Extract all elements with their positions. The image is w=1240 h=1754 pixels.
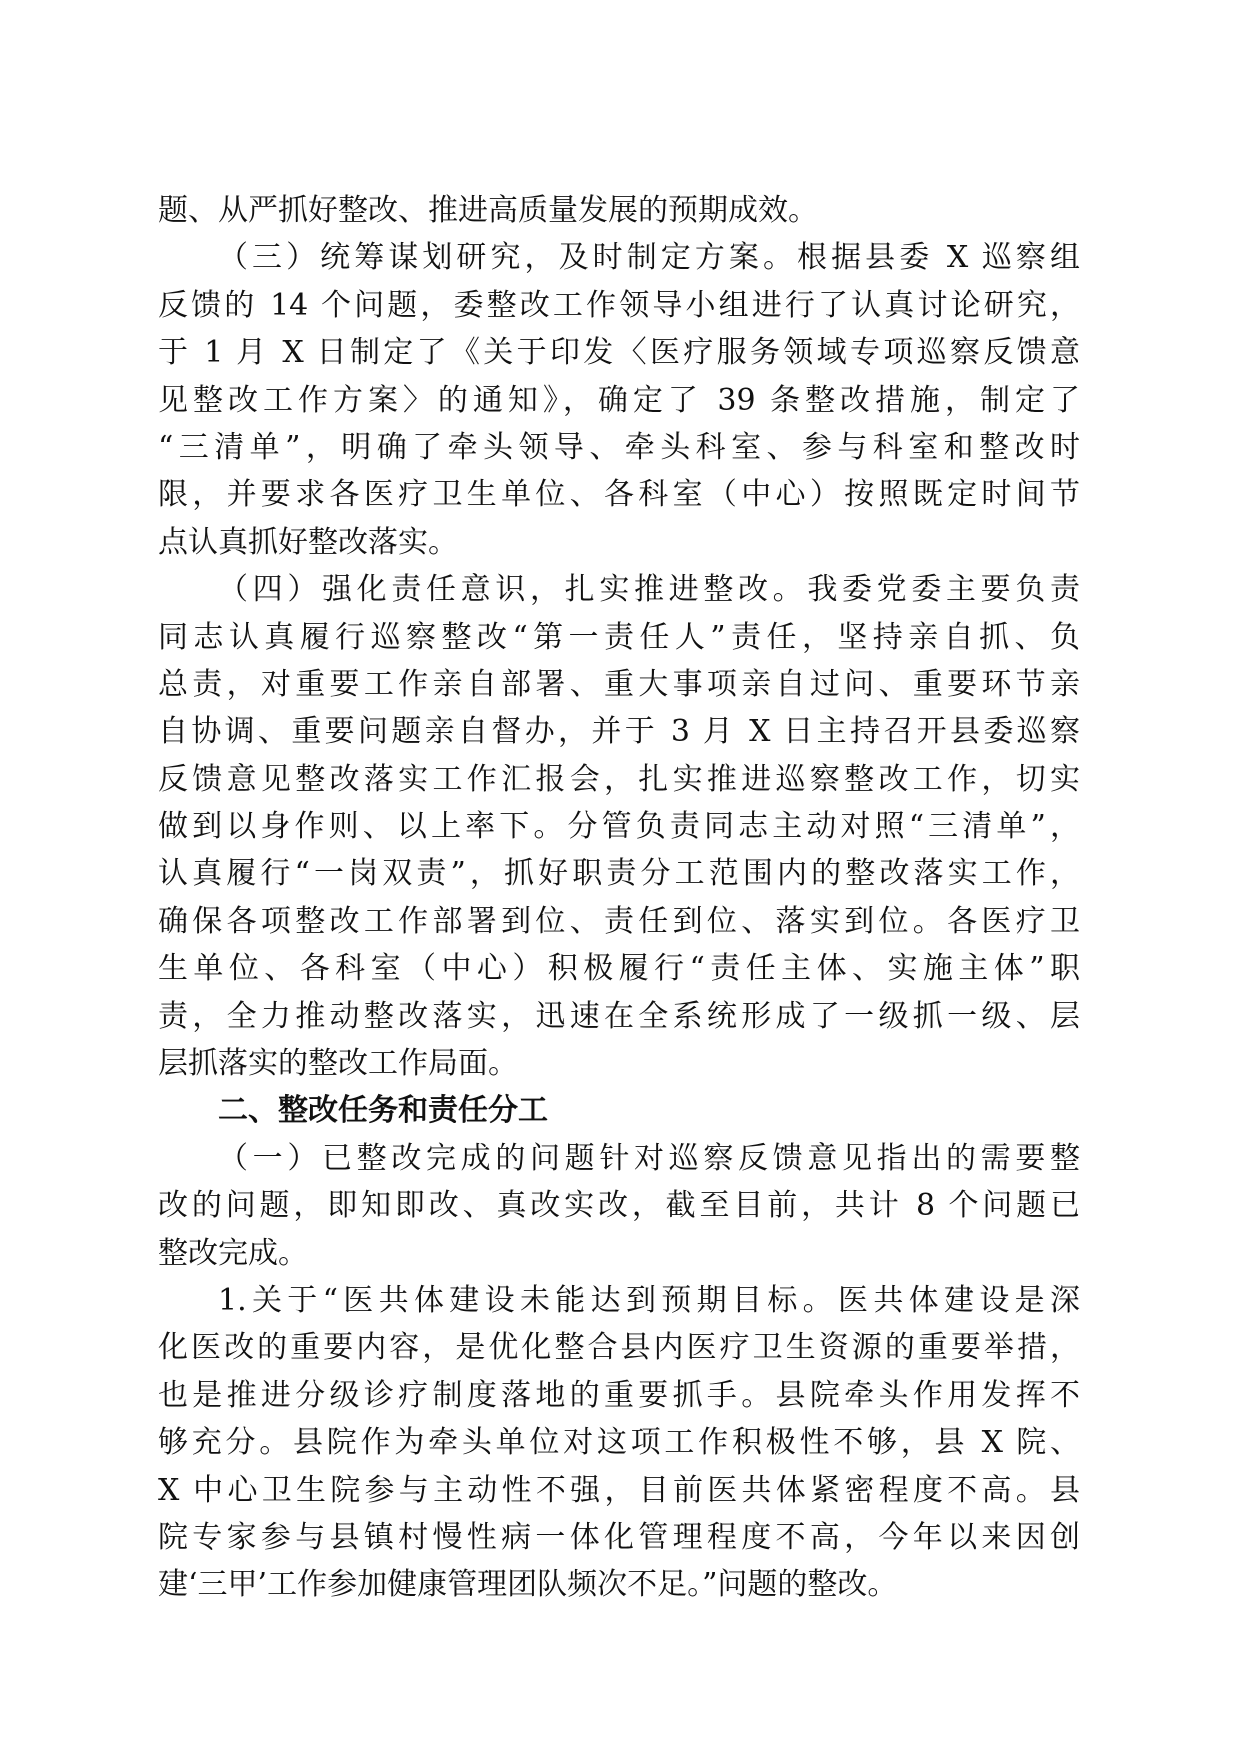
paragraph [158,566,1080,1087]
text-line: 认真履行“一岗双责”，抓好职责分工范围内的整改落实工作， [158,856,1080,892]
text-line: 总责，对重要工作亲自部署、重大事项亲自过问、重要环节亲 [158,666,1080,702]
text-line: 点认真抓好整改落实。 [158,524,458,560]
text-line: 自协调、重要问题亲自督办，并于 3 月 X 日主持召开县委巡察 [158,714,1080,750]
text-line: “三清单”，明确了牵头领导、牵头科室、参与科室和整改时 [158,429,1080,465]
text-line: （四）强化责任意识，扎实推进整改。我委党委主要负责 [218,572,1080,608]
section-heading [158,1087,1080,1134]
text-line: 生单位、各科室（中心）积极履行“责任主体、实施主体”职 [158,951,1080,987]
text-line: 也是推进分级诊疗制度落地的重要抓手。县院牵头作用发挥不 [158,1377,1080,1413]
text-line: 同志认真履行巡察整改“第一责任人”责任，坚持亲自抓、负 [158,619,1080,655]
text-line: 题、从严抓好整改、推进高质量发展的预期成效。 [158,193,818,228]
text-line: 院专家参与县镇村慢性病一体化管理程度不高，今年以来因创 [158,1519,1080,1555]
text-line: 化医改的重要内容，是优化整合县内医疗卫生资源的重要举措， [158,1330,1080,1366]
paragraph [158,187,1080,234]
text-line: 于 1 月 X 日制定了《关于印发〈医疗服务领域专项巡察反馈意 [158,335,1080,371]
text-line: 责，全力推动整改落实，迅速在全系统形成了一级抓一级、层 [158,998,1080,1034]
paragraph [158,234,1080,566]
text-line: 建‘三甲’工作参加健康管理团队频次不足。”问题的整改。 [158,1567,898,1603]
paragraph [158,1135,1080,1277]
text-line: 见整改工作方案〉的通知》，确定了 39 条整改措施，制定了 [158,382,1080,418]
paragraph [158,1277,1080,1609]
text-line: 确保各项整改工作部署到位、责任到位、落实到位。各医疗卫 [158,903,1080,939]
text-line: 反馈意见整改落实工作汇报会，扎实推进巡察整改工作，切实 [158,761,1080,797]
text-line: 反馈的 14 个问题，委整改工作领导小组进行了认真讨论研究， [158,287,1080,323]
text-line: （一）已整改完成的问题针对巡察反馈意见指出的需要整 [218,1140,1080,1176]
text-line: （三）统筹谋划研究，及时制定方案。根据县委 X 巡察组 [218,240,1080,276]
heading-text: 二、整改任务和责任分工 [218,1093,548,1129]
text-line: 1.关于“医共体建设未能达到预期目标。医共体建设是深 [218,1282,1080,1318]
text-line: 改的问题，即知即改、真改实改，截至目前，共计 8 个问题已 [158,1188,1080,1224]
text-line: 整改完成。 [158,1235,308,1271]
text-line: 够充分。县院作为牵头单位对这项工作积极性不够，县 X 院、 [158,1425,1080,1461]
document-page [158,187,1080,1609]
text-line: 做到以身作则、以上率下。分管负责同志主动对照“三清单”， [158,809,1080,845]
text-line: 层抓落实的整改工作局面。 [158,1046,518,1082]
text-line: X 中心卫生院参与主动性不强，目前医共体紧密程度不高。县 [158,1472,1080,1508]
text-line: 限，并要求各医疗卫生单位、各科室（中心）按照既定时间节 [158,477,1080,513]
